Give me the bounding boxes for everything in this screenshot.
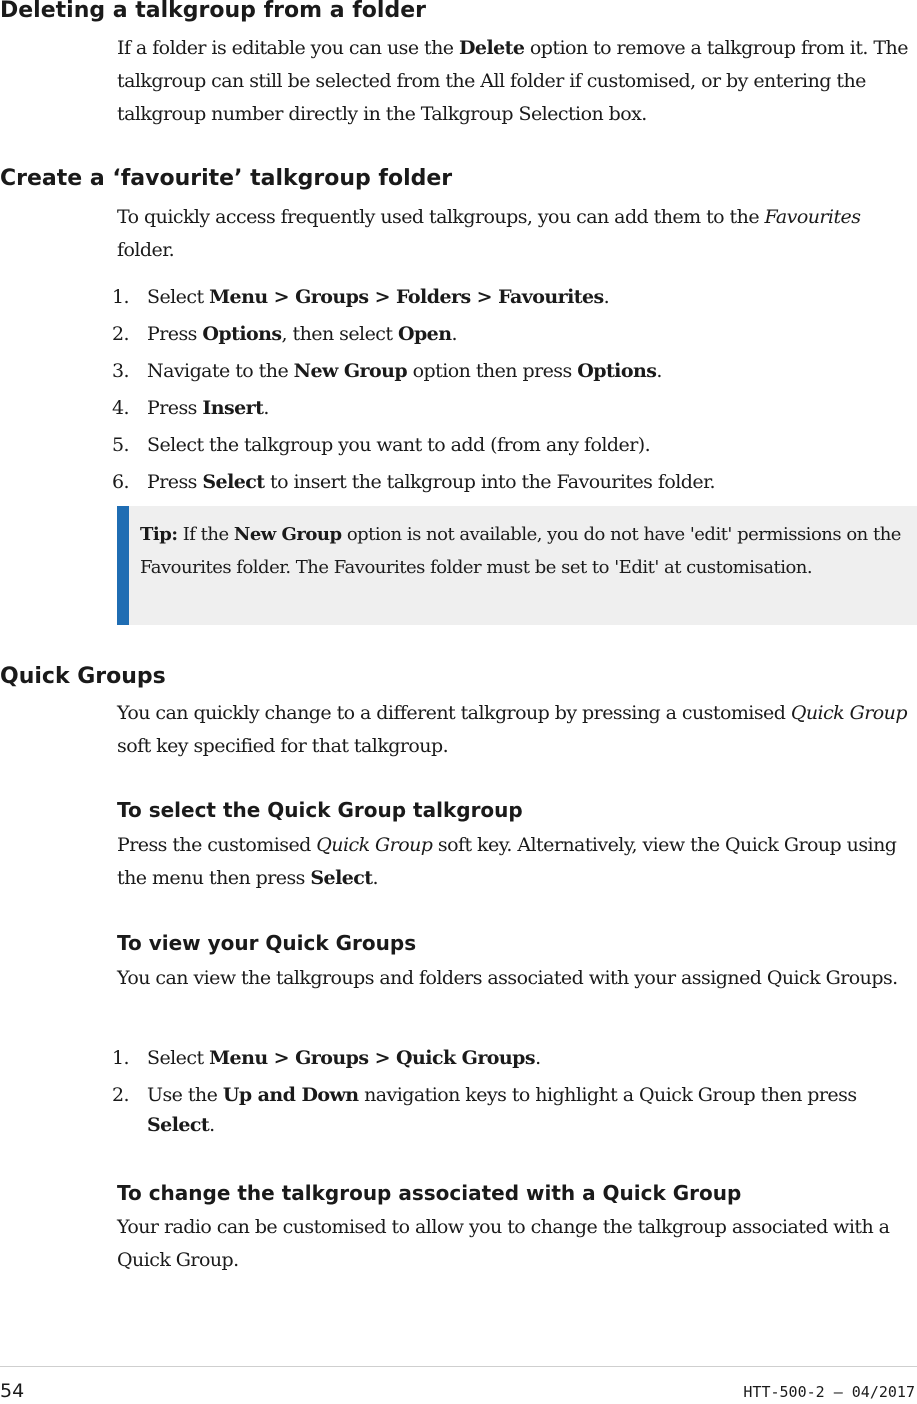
list-item: 1. Select Menu > Groups > Folders > Favourites.: [112, 286, 610, 308]
section-heading-favourite: Create a ‘favourite’ talkgroup folder: [0, 166, 453, 191]
tip-callout: [117, 506, 917, 625]
view-quick-groups-steps: [112, 1043, 912, 1147]
view-quick-groups-text: You can view the talkgroups and folders associated with your assigned Quick Groups.: [117, 967, 898, 989]
change-talkgroup-text: Your radio can be customised to allow you to change the talkgroup associated with a Quick Group.: [117, 1216, 890, 1271]
list-item: 2. Press Options, then select Open.: [112, 323, 457, 345]
list-item: 5. Select the talkgroup you want to add (from any folder).: [112, 434, 651, 456]
subheading-change-talkgroup: To change the talkgroup associated with a Quick Group: [117, 1181, 742, 1205]
favourite-steps: [112, 282, 912, 504]
page-number: 54: [0, 1380, 25, 1402]
delete-option-term: Delete: [458, 37, 525, 59]
deleting-paragraph: If a folder is editable you can use the Delete option to remove a talkgroup from it. The talkgroup can still be selected from the All folder if customised, or by entering the talkgroup number directly in the Talkgroup Selection box.: [117, 37, 908, 125]
list-item: 1. Select Menu > Groups > Quick Groups.: [112, 1047, 541, 1069]
subheading-select-quick-group: To select the Quick Group talkgroup: [117, 798, 523, 822]
list-item: 2. Use the Up and Down navigation keys to highlight a Quick Group then press Select.: [112, 1084, 857, 1136]
tip-accent-bar: [117, 506, 129, 625]
section-heading-deleting: Deleting a talkgroup from a folder: [0, 0, 426, 23]
tip-text: Tip: If the New Group option is not available, you do not have 'edit' permissions on the Favourites folder. The Favourites folder must be set to 'Edit' at customisation.: [140, 524, 901, 578]
section-heading-quick-groups: Quick Groups: [0, 664, 166, 689]
select-quick-group-text: Press the customised Quick Group soft key. Alternatively, view the Quick Group using the menu then press Select.: [117, 834, 897, 889]
document-id: HTT-500-2 – 04/2017: [743, 1383, 915, 1401]
footer-divider: [0, 1366, 917, 1367]
list-item: 4. Press Insert.: [112, 397, 269, 419]
favourite-intro: To quickly access frequently used talkgroups, you can add them to the Favourites folder.: [117, 206, 861, 261]
list-item: 6. Press Select to insert the talkgroup into the Favourites folder.: [112, 471, 716, 493]
list-item: 3. Navigate to the New Group option then press Options.: [112, 360, 662, 382]
quick-groups-intro: You can quickly change to a different talkgroup by pressing a customised Quick Group soft key specified for that talkgroup.: [117, 702, 907, 757]
subheading-view-quick-groups: To view your Quick Groups: [117, 931, 417, 955]
tip-label: Tip:: [140, 524, 178, 545]
